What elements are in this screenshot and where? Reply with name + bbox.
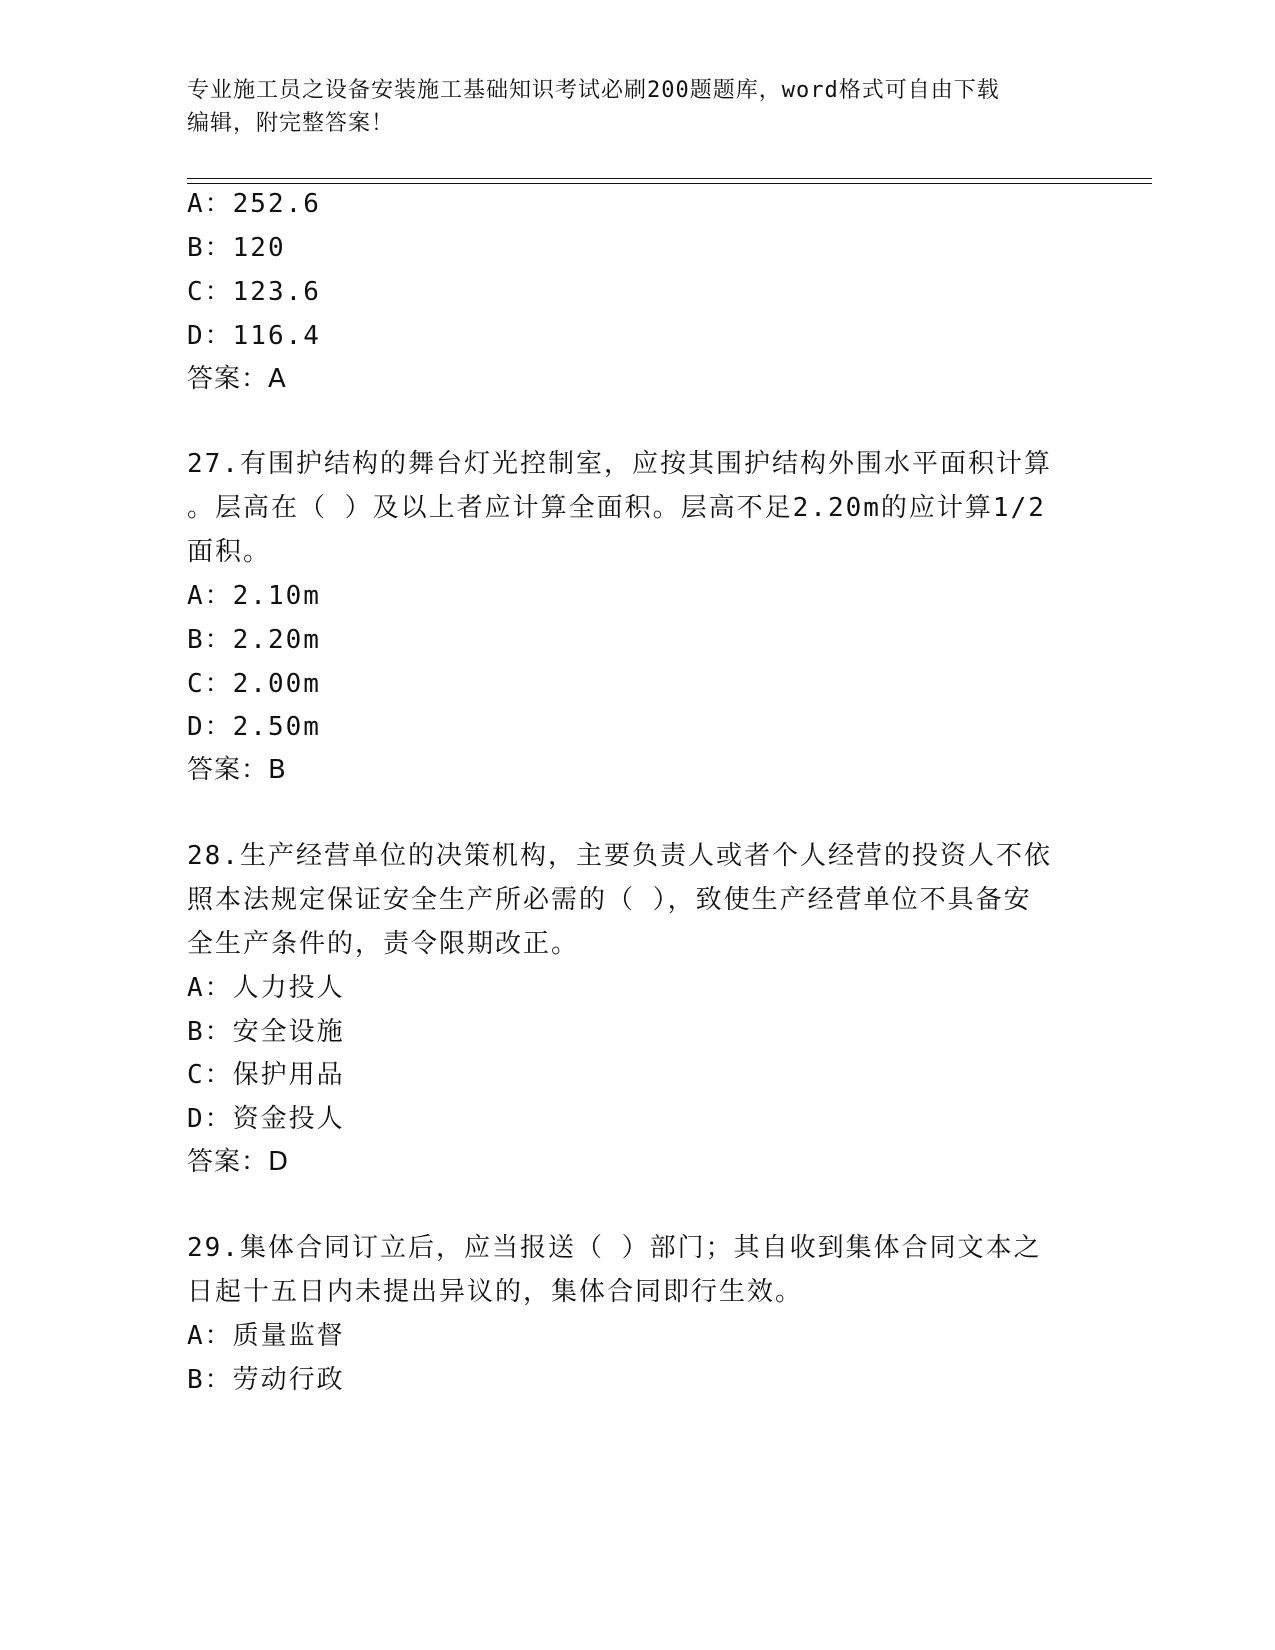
q28-option-b: B：安全设施 <box>187 1017 345 1047</box>
header-divider-bottom <box>187 183 1152 184</box>
q26-answer: 答案：A <box>187 364 287 394</box>
q27-text-line-2: 。层高在（ ）及以上者应计算全面积。层高不足2.20m的应计算1/2 <box>187 493 1046 523</box>
q28-option-d: D：资金投人 <box>187 1104 345 1134</box>
q26-option-b: B：120 <box>187 233 286 263</box>
q27-option-c: C：2.00m <box>187 669 321 699</box>
q29-option-a: A：质量监督 <box>187 1321 345 1351</box>
q26-option-c: C：123.6 <box>187 277 321 307</box>
q27-option-b: B：2.20m <box>187 625 321 655</box>
q29-option-b: B：劳动行政 <box>187 1365 345 1395</box>
q28-text-line-1: 28.生产经营单位的决策机构，主要负责人或者个人经营的投资人不依 <box>187 841 1052 871</box>
q27-text-line-1: 27.有围护结构的舞台灯光控制室，应按其围护结构外围水平面积计算 <box>187 449 1052 479</box>
q27-text-line-3: 面积。 <box>187 537 272 567</box>
q26-option-d: D：116.4 <box>187 321 321 351</box>
q27-answer: 答案：B <box>187 755 287 785</box>
header-title-line-1: 专业施工员之设备安装施工基础知识考试必刷200题题库，word格式可自由下载 <box>187 78 1000 103</box>
q28-text-line-2: 照本法规定保证安全生产所必需的（ ），致使生产经营单位不具备安 <box>187 885 1032 915</box>
q27-option-d: D：2.50m <box>187 712 321 742</box>
q27-option-a: A：2.10m <box>187 581 321 611</box>
header-divider-top <box>187 178 1152 179</box>
q26-option-a: A：252.6 <box>187 189 321 219</box>
q28-answer: 答案：D <box>187 1147 290 1177</box>
q28-option-c: C：保护用品 <box>187 1060 345 1090</box>
q29-text-line-1: 29.集体合同订立后，应当报送（ ）部门；其自收到集体合同文本之 <box>187 1233 1042 1263</box>
header-title-line-2: 编辑，附完整答案！ <box>187 111 395 136</box>
q29-text-line-2: 日起十五日内未提出异议的，集体合同即行生效。 <box>187 1277 804 1307</box>
q28-option-a: A：人力投人 <box>187 973 345 1003</box>
q28-text-line-3: 全生产条件的，责令限期改正。 <box>187 929 580 959</box>
document-header <box>187 74 1067 140</box>
